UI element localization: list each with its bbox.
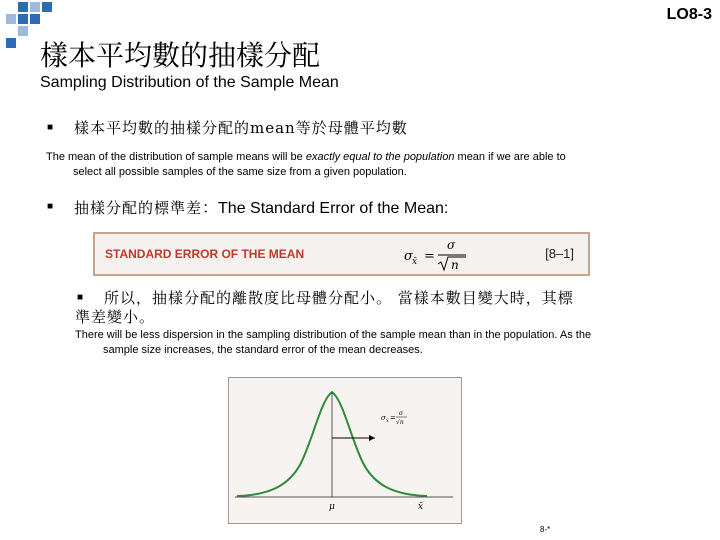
formula-subscript: x̄: [412, 257, 418, 267]
standard-error-formula: [400, 236, 480, 274]
bullet-1-text: 樣本平均數的抽樣分配的mean等於母體平均數: [74, 119, 408, 137]
paragraph-1-part-c: mean if we are able to: [454, 151, 566, 163]
page-title: 樣本平均數的抽樣分配: [40, 39, 321, 72]
paragraph-3-line-2: sample size increases, the standard error of the mean decreases.: [103, 344, 423, 356]
paragraph-3-line-1: There will be less dispersion in the sampling distribution of the sample mean than in the population. As the: [75, 329, 592, 341]
normal-curve-plot: [229, 378, 461, 523]
chart-annotation: [381, 410, 407, 426]
svg-text:√n: √n: [396, 419, 404, 426]
learning-objective-label: LO8-3: [666, 6, 712, 23]
paragraph-1-line-2: select all possible samples of the same size from a given population.: [73, 166, 407, 178]
formula-label: STANDARD ERROR OF THE MEAN: [105, 247, 305, 261]
formula-numerator: σ: [447, 238, 456, 252]
bullet-2-en-text: ：The Standard Error of the Mean:: [202, 200, 449, 217]
bullet-marker: ■: [77, 292, 84, 303]
x-tick-xbar: x̄: [418, 502, 424, 512]
paragraph-1-emphasis: exactly equal to the population: [305, 151, 455, 163]
bullet-2: [74, 195, 448, 218]
paragraph-1-part-a: The mean of the distribution of sample means will be: [46, 151, 306, 163]
sampling-distribution-figure: [228, 377, 462, 524]
svg-text:σ: σ: [381, 414, 386, 422]
formula-denominator: n: [451, 258, 459, 272]
paragraph-3: [75, 328, 665, 358]
bullet-3-line-2: 準差變小。: [75, 308, 156, 326]
svg-text:x̄: x̄: [386, 418, 389, 424]
bullet-marker: ■: [47, 201, 54, 212]
bullet-2-zh-text: 抽樣分配的標準差: [74, 199, 203, 217]
arrow-head: [369, 435, 375, 441]
page-subtitle: Sampling Distribution of the Sample Mean: [40, 74, 339, 91]
svg-text:=: =: [390, 414, 396, 422]
bullet-marker: ■: [47, 122, 54, 133]
bullet-3-line-1: 所以，抽樣分配的離散度比母體分配小。 當樣本數目變大時，其標: [104, 289, 574, 307]
formula-lhs: σ: [404, 249, 413, 264]
svg-text:σ: σ: [399, 410, 404, 417]
paragraph-1: [46, 150, 646, 180]
slide-number: 8-*: [540, 525, 551, 534]
standard-error-formula-box: [93, 232, 590, 276]
formula-equals: =: [424, 249, 435, 264]
equation-number: [8–1]: [545, 246, 574, 261]
x-tick-mu: μ: [329, 502, 335, 512]
